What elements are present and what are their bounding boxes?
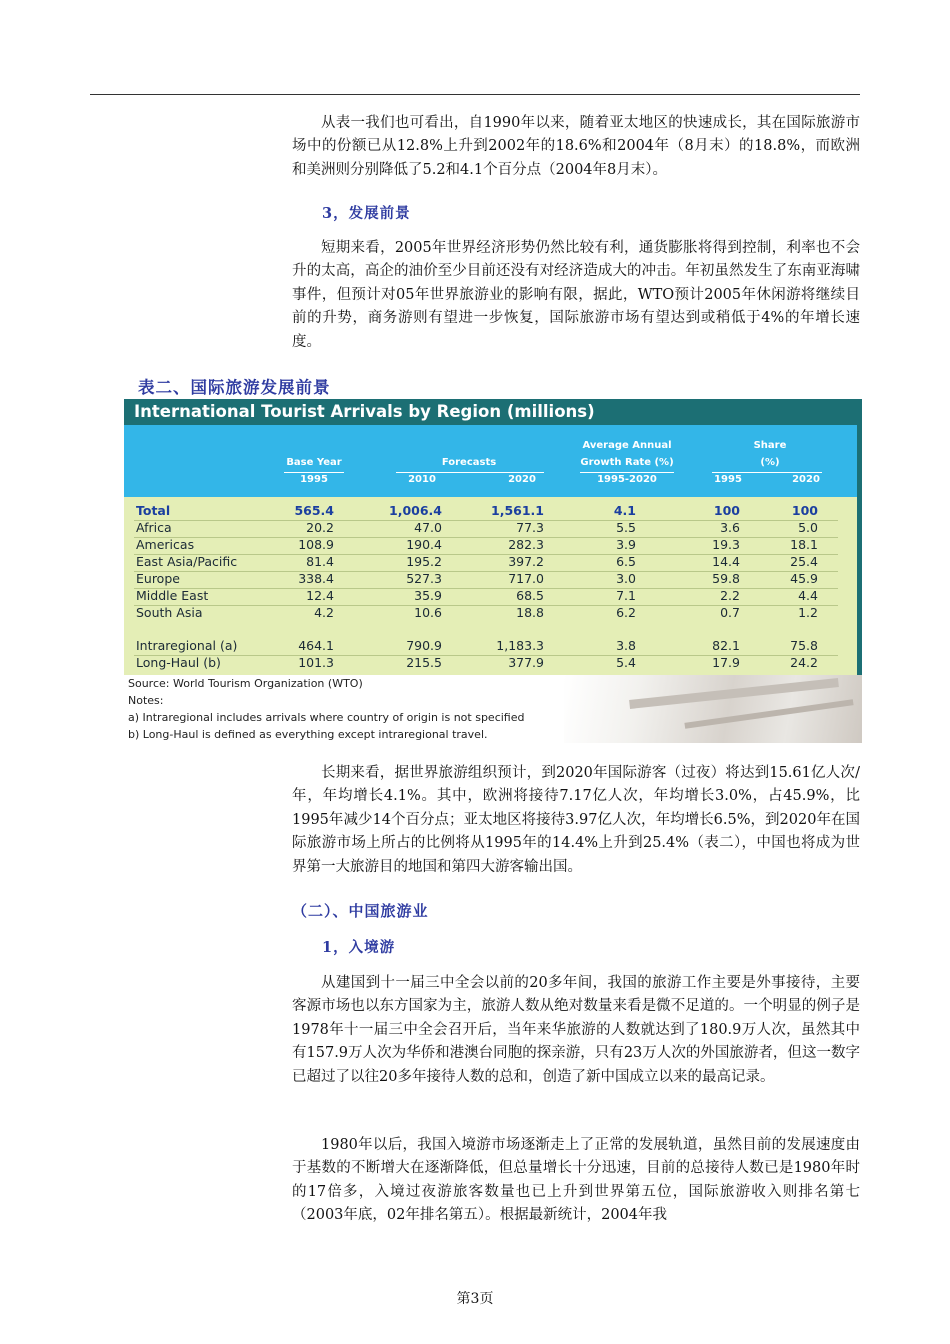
row-label: Intraregional (a) [136,638,238,653]
figure-note-b: b) Long-Haul is defined as everything except intraregional travel. [128,728,488,741]
table-cell: 1,561.1 [491,503,544,518]
table-cell: 338.4 [298,571,334,586]
table-cell: 19.3 [712,537,740,552]
row-label: South Asia [136,605,203,620]
table-cell: 47.0 [414,520,442,535]
table-cell: 68.5 [516,588,544,603]
row-label: East Asia/Pacific [136,554,238,569]
table-cell: 6.5 [616,554,636,569]
paragraph-short-term: 短期来看，2005年世界经济形势仍然比较有利，通货膨胀将得到控制，利率也不会升的太高，高企的油价至少目前还没有对经济造成大的冲击。年初虽然发生了东南亚海啸事件，但预计对05年世界旅游业的影响有限，据此，WTO预计2005年休闲游将继续目前的升势，商务游则有望进一步恢复，国际旅游市场有望达到或稍低于4%的年增长速度。 [292,240,860,350]
table-cell: 717.0 [508,571,544,586]
header-col-2010: 2010 [408,474,436,485]
table-cell: 190.4 [406,537,442,552]
figure-header-band [124,425,862,497]
row-label: Americas [136,537,195,552]
row-label: Europe [136,571,180,586]
header-growth-rate: Growth Rate (%) [580,457,674,468]
table-cell: 14.4 [712,554,740,569]
header-rule-growth [580,472,674,473]
table-cell: 7.1 [616,588,636,603]
table-cell: 4.4 [798,588,818,603]
table-cell: 1.2 [798,605,818,620]
table-cell: 24.2 [790,655,818,670]
table-cell: 5.5 [616,520,636,535]
table-cell: 565.4 [294,503,334,518]
header-rule-forecasts [396,472,544,473]
paragraph-asia-pacific-share: 从表一我们也可看出，自1990年以来，随着亚太地区的快速成长，其在国际旅游市场中的份额已从12.8%上升到2002年的18.6%和2004年（8月末）的18.8%，而欧洲和美洲则分别降低了5.2和4.1个百分点（2004年8月末）。 [292,115,860,178]
table-cell: 77.3 [516,520,544,535]
table-cell: 3.0 [616,571,636,586]
table-cell: 6.2 [616,605,636,620]
table-cell: 3.6 [720,520,740,535]
header-col-share-1995: 1995 [714,474,742,485]
header-share: Share [753,440,787,451]
table-cell: 4.2 [314,605,334,620]
table-cell: 215.5 [406,655,442,670]
table-cell: 1,006.4 [389,503,442,518]
table-cell: 12.4 [306,588,334,603]
table-cell: 282.3 [508,537,544,552]
figure-title: International Tourist Arrivals by Region (millions) [124,399,862,425]
table-cell: 1,183.3 [496,638,544,653]
table-cell: 790.9 [406,638,442,653]
table-cell: 195.2 [406,554,442,569]
figure-side-strip [857,399,862,675]
table-cell: 527.3 [406,571,442,586]
table-cell: 5.4 [616,655,636,670]
figure-body [124,497,862,675]
header-col-1995-2020: 1995-2020 [597,474,657,485]
table-cell: 397.2 [508,554,544,569]
table-cell: 377.9 [508,655,544,670]
row-label: Long-Haul (b) [136,655,221,670]
header-forecasts: Forecasts [441,457,497,468]
table-cell: 18.1 [790,537,818,552]
table-cell: 45.9 [790,571,818,586]
paragraph-inbound-history: 从建国到十一届三中全会以前的20多年间，我国的旅游工作主要是外事接待，主要客源市场也以东方国家为主，旅游人数从绝对数量来看是微不足道的。一个明显的例子是1978年十一届三中全会召开后，当年来华旅游的人数就达到了180.9万人次，虽然其中有157.9万人次为华侨和港澳台同胞的探亲游，只有23万人次的外国旅游者，但这一数字已超过了以往20多年接待人数的总和，创造了新中国成立以来的最高记录。 [292,975,860,1085]
header-rule [90,94,860,95]
table-cell: 0.7 [720,605,740,620]
table-cell: 100 [791,503,818,518]
figure-notes-label: Notes: [128,694,164,707]
paragraph-long-term: 长期来看，据世界旅游组织预计，到2020年国际游客（过夜）将达到15.61亿人次/年，年均增长4.1%。其中，欧洲将接待7.17亿人次，年均增长3.0%，占45.9%，比1995年减少14个百分点；亚太地区将接待3.97亿人次，年均增长6.5%，到2020年在国际旅游市场上所占的比例将从1995年的14.4%上升到25.4%（表二），中国也将成为世界第一大旅游目的地国和第四大游客输出国。 [292,765,860,875]
table-cell: 20.2 [306,520,334,535]
table-cell: 4.1 [613,503,636,518]
table-cell: 10.6 [414,605,442,620]
table-cell: 464.1 [298,638,334,653]
header-rule-share [712,472,822,473]
table-cell: 25.4 [790,554,818,569]
header-avg-growth: Average Annual [582,440,672,451]
table-cell: 82.1 [712,638,740,653]
heading-inbound: 1，入境游 [322,939,396,956]
table-cell: 108.9 [298,537,334,552]
table-cell: 101.3 [298,655,334,670]
table-cell: 3.9 [616,537,636,552]
table-cell: 59.8 [712,571,740,586]
header-col-share-2020: 2020 [792,474,820,485]
table-cell: 35.9 [414,588,442,603]
page-number: 第3页 [456,1291,494,1307]
heading-china-tourism: （二）、中国旅游业 [292,902,429,920]
header-base-year: Base Year [286,457,342,468]
table-cell: 2.2 [720,588,740,603]
table-cell: 3.8 [616,638,636,653]
table-cell: 17.9 [712,655,740,670]
table-cell: 18.8 [516,605,544,620]
table-cell: 75.8 [790,638,818,653]
tourist-arrivals-figure [124,399,862,743]
figure-note-a: a) Intraregional includes arrivals where country of origin is not specified [128,711,525,724]
row-label: Africa [136,520,172,535]
row-label: Total [136,503,171,518]
table-cell: 81.4 [306,554,334,569]
header-share-pct: (%) [760,457,780,468]
table-cell: 100 [713,503,740,518]
header-rule-base [284,472,344,473]
figure-source: Source: World Tourism Organization (WTO) [128,677,363,690]
row-label: Middle East [136,588,209,603]
table-cell: 5.0 [798,520,818,535]
paragraph-inbound-growth: 1980年以后，我国入境游市场逐渐走上了正常的发展轨道，虽然目前的发展速度由于基数的不断增大在逐渐降低，但总量增长十分迅速，目前的总接待人数已是1980年时的17倍多，入境过夜游旅客数量也已上升到世界第五位，国际旅游收入则排名第七（2003年底，02年排名第五）。根据最新统计，2004年我 [292,1137,860,1224]
header-col-1995: 1995 [300,474,328,485]
table-caption: 表二、国际旅游发展前景 [138,378,331,397]
heading-outlook: 3，发展前景 [322,205,411,222]
header-col-2020: 2020 [508,474,536,485]
